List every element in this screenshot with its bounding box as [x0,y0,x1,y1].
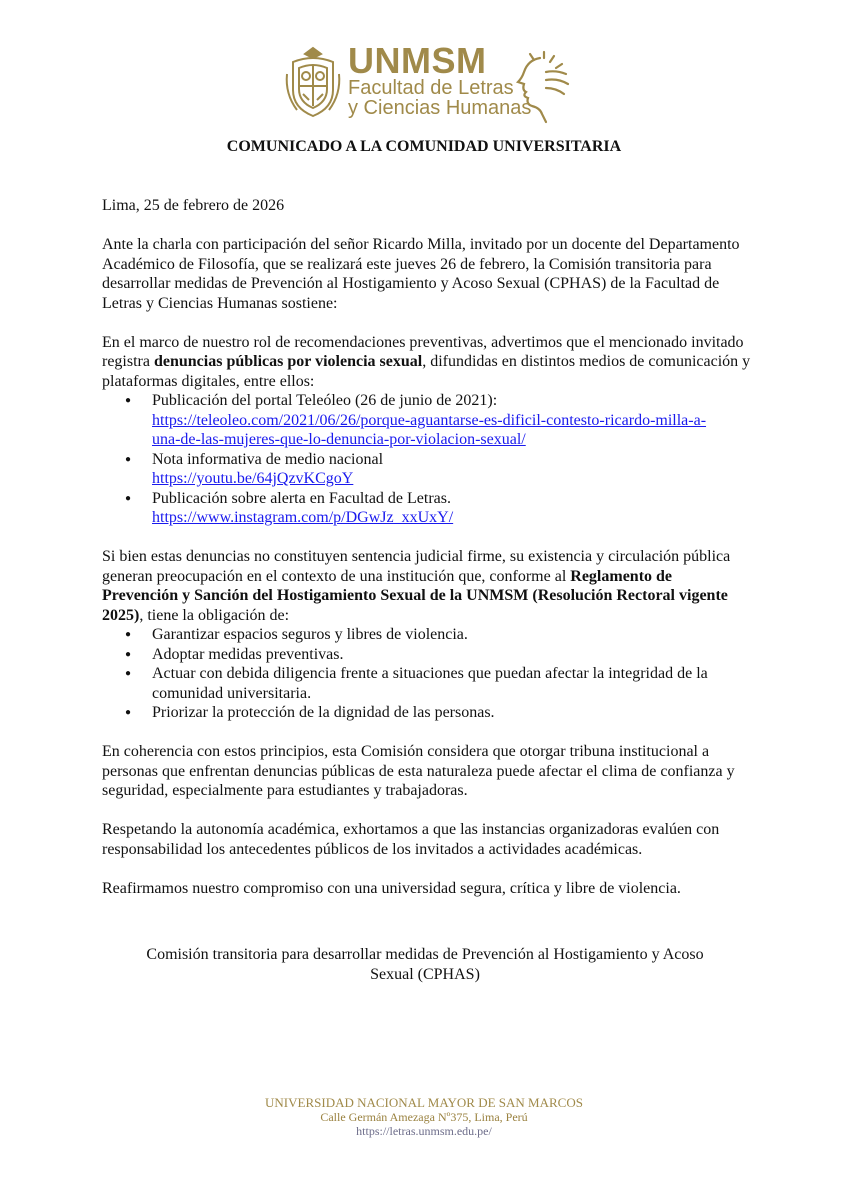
regulation-text-bold: Reglamento de Prevención y Sanción del Hostigamiento Sexual de la UNMSM (Resolución Rectoral vigente 2025) [102,567,728,624]
warning-text-before: En el marco de nuestro rol de recomendaciones preventivas, advertimos que el mencionado invitado registra [102,333,744,370]
regulation-text-before: Si bien estas denuncias no constituyen sentencia judicial firme, su existencia y circulación pública generan preocupación en el contexto de una institución que, conforme al [102,548,731,585]
source-link-line: https://teleoleo.com/2021/06/26/porque-aguantarse-es-dificil-contesto-ricardo-milla-a- [152,411,707,429]
document-body [102,196,752,918]
signature-line: Comisión transitoria para desarrollar medidas de Prevención al Hostigamiento y Acoso [146,946,704,963]
footer-address: Calle Germán Amezaga Nº375, Lima, Perú [320,1110,528,1124]
faculty-name-line1: Facultad de Letras [348,77,514,99]
source-label: ● Nota informativa de medio nacional [152,450,384,468]
university-seal-icon [283,44,343,120]
list-item: ● Actuar con debida diligencia frente a situaciones que puedan afectar la integridad de la comunidad universitaria. [152,664,752,703]
source-link-instagram[interactable]: https://www.instagram.com/p/DGwJz_xxUxY/ [152,509,454,526]
regulation-text-after: , tiene la obligación de: [139,606,290,624]
list-item: ● Garantizar espacios seguros y libres de violencia. [152,625,752,645]
source-label: ● Publicación sobre alerta en Facultad de Letras. [152,489,451,507]
warning-text-after: , difundidas en distintos medios de comunicación y plataformas digitales, entre ellos: [102,353,751,390]
source-label: Publicación del portal Teleóleo (26 de junio de 2021): [152,392,498,409]
document-date: Lima, 25 de febrero de 2026 [102,197,285,214]
coherence-paragraph: En coherencia con estos principios, esta Comisión considera que otorgar tribuna institucional a personas que enfrentan denuncias públicas de esta naturaleza puede afectar el clima de confianza y seguridad, especialmente para estudiantes y trabajadoras. [102,743,735,799]
faculty-name-line2: y Ciencias Humanas [348,97,532,119]
list-item: ● Priorizar la protección de la dignidad de las personas. [152,703,752,723]
warning-text-bold: denuncias públicas por violencia sexual [153,353,423,370]
list-item [152,391,752,450]
faculty-profile-logo-icon [500,48,572,124]
warning-paragraph [102,333,752,392]
signature-line: Sexual (CPHAS) [370,965,480,983]
commitment-paragraph: Reafirmamos nuestro compromiso con una universidad segura, crítica y libre de violencia. [102,879,681,897]
faculty-header [0,38,848,128]
list-item: ● Adoptar medidas preventivas. [152,645,752,665]
source-link-teleoleo[interactable] [152,411,752,450]
page-footer [0,1095,848,1138]
list-item [152,489,752,528]
intro-paragraph: Ante la charla con participación del señor Ricardo Milla, invitado por un docente del Departamento Académico de Filosofía, que se realizará este jueves 26 de febrero, la Comisión transitoria para desarrollar medidas de Prevención al Hostigamiento y Acoso Sexual (CPHAS) de la Facultad de Letras y Ciencias Humanas sostiene: [102,236,740,312]
autonomy-paragraph: Respetando la autonomía académica, exhortamos a que las instancias organizadoras evalúen con responsabilidad los antecedentes públicos de los invitados a actividades académicas. [102,821,720,858]
source-link-youtube[interactable]: https://youtu.be/64jQzvKCgoY [152,470,354,487]
list-item [152,450,752,489]
signature-block [100,945,750,984]
footer-university: UNIVERSIDAD NACIONAL MAYOR DE SAN MARCOS [265,1095,583,1110]
brand-name: UNMSM [348,40,487,81]
sources-list [102,391,752,528]
obligations-list [102,625,752,723]
document-title: COMUNICADO A LA COMUNIDAD UNIVERSITARIA [226,138,622,155]
source-link-line: una-de-las-mujeres-que-lo-denuncia-por-violacion-sexual/ [152,431,526,448]
footer-website: https://letras.unmsm.edu.pe/ [356,1124,492,1138]
regulation-paragraph [102,547,752,625]
